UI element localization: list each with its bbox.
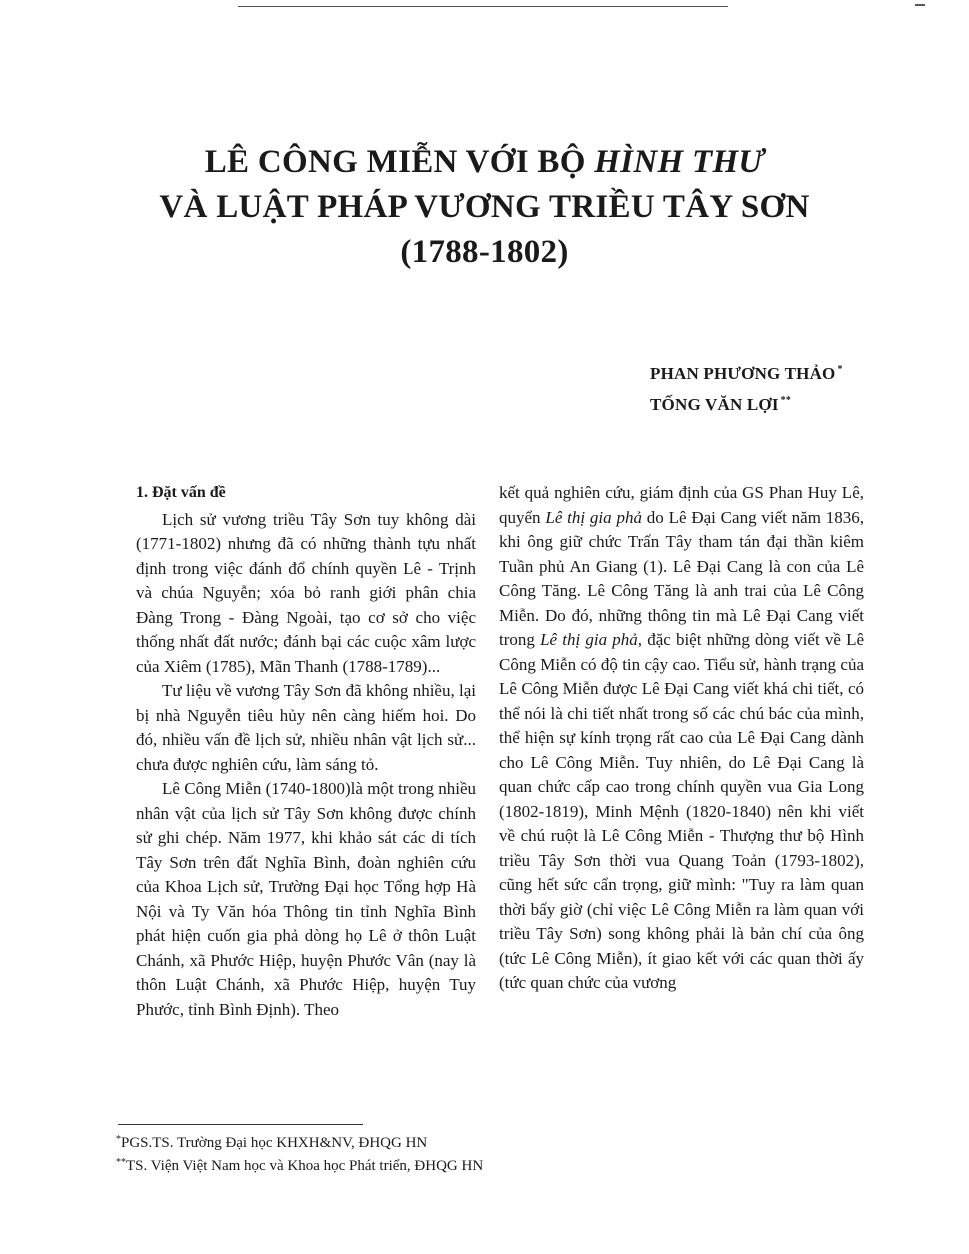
paragraph: Lịch sử vương triều Tây Sơn tuy không dài (1771-1802) nhưng đã có những thành tựu nhất định trong việc đánh đổ chính quyền Lê - Trịnh và chúa Nguyễn; xóa bỏ ranh giới phân chia Đàng Trong - Đàng Ngoài, tạo cơ sở cho việc thống nhất đất nước; đánh bại các cuộc xâm lược của Xiêm (1785), Mãn Thanh (1788-1789)... [136, 509, 476, 676]
footnotes [116, 1130, 483, 1176]
title-italic-hinh-thu: HÌNH THƯ [594, 144, 765, 180]
right-column [499, 481, 864, 996]
footnote-rule [118, 1124, 363, 1125]
paragraph: Tư liệu về vương Tây Sơn đã không nhiều, lại bị nhà Nguyễn tiêu hủy nên càng hiếm hoi. Do đó, nhiều vấn đề lịch sử, nhiều nhân vật lịch sử... chưa được nghiên cứu, làm sáng tỏ. [136, 681, 476, 774]
section-heading: 1. Đặt vấn đề [136, 484, 226, 501]
title-line-2: VÀ LUẬT PHÁP VƯƠNG TRIỀU TÂY SƠN [159, 189, 810, 225]
header-rule [238, 6, 728, 7]
footnote-2: **TS. Viện Việt Nam học và Khoa học Phát triển, ĐHQG HN [116, 1157, 484, 1174]
header-rule-dash [915, 4, 925, 6]
author-list [650, 356, 843, 418]
paragraph: Lê Công Miễn (1740-1800)là một trong nhiều nhân vật của lịch sử Tây Sơn không được chính sử ghi chép. Năm 1977, khi khảo sát các di tích Tây Sơn trên đất Nghĩa Bình, đoàn nghiên cứu của Khoa Lịch sử, Trường Đại học Tổng hợp Hà Nội và Ty Văn hóa Thông tin tỉnh Nghĩa Bình phát hiện cuốn gia phả dòng họ Lê ở thôn Luật Chánh, xã Phước Hiệp, huyện Phước Vân (nay là thôn Luật Chánh, xã Phước Hiệp, huyện Tuy Phước, tỉnh Bình Định). Theo [136, 779, 476, 1019]
book-title: Lê thị gia phả [540, 630, 638, 649]
book-title: Lê thị gia phả [545, 507, 642, 527]
author-2: TỐNG VĂN LỢI ** [650, 395, 792, 414]
title-line-1: LÊ CÔNG MIỄN VỚI BỘ HÌNH THƯ [204, 144, 765, 180]
author-1: PHAN PHƯƠNG THẢO * [650, 364, 843, 383]
left-column [136, 481, 476, 1022]
article-title [0, 140, 969, 275]
paragraph: kết quả nghiên cứu, giám định của GS Phan Huy Lê, quyển Lê thị gia phả do Lê Đại Cang viết năm 1836, khi ông giữ chức Trấn Tây tham tán đại thần kiêm Tuần phủ An Giang (1). Lê Đại Cang là con của Lê Công Tăng. Lê Công Tăng là anh trai của Lê Công Miễn. Do đó, những thông tin mà Lê Đại Cang viết trong Lê thị gia phả, đặc biệt những dòng viết về Lê Công Miễn có độ tin cậy cao. Tiểu sử, hành trạng của Lê Công Miễn được Lê Đại Cang viết khá chi tiết, có thể nói là chi tiết nhất trong số các chú bác của mình, thể hiện sự kính trọng rất cao của Lê Đại Cang dành cho Lê Công Miễn. Tuy nhiên, do Lê Đại Cang là quan chức cấp cao trong chính quyền vua Gia Long (1802-1819), Minh Mệnh (1820-1840) nên khi viết về chú ruột là Lê Công Miễn - Thượng thư bộ Hình triều Tây Sơn thời vua Quang Toản (1793-1802), cũng hết sức cẩn trọng, giữ mình: "Tuy ra làm quan thời bấy giờ (chỉ việc Lê Công Miễn ra làm quan với triều Tây Sơn) song không phải là bản chí của ông (tức Lê Công Miễn), ít giao kết với các quan thời ấy (tức quan chức của vương [499, 483, 865, 992]
footnote-1: *PGS.TS. Trường Đại học KHXH&NV, ĐHQG HN [116, 1134, 428, 1151]
title-line-3: (1788-1802) [400, 234, 569, 270]
